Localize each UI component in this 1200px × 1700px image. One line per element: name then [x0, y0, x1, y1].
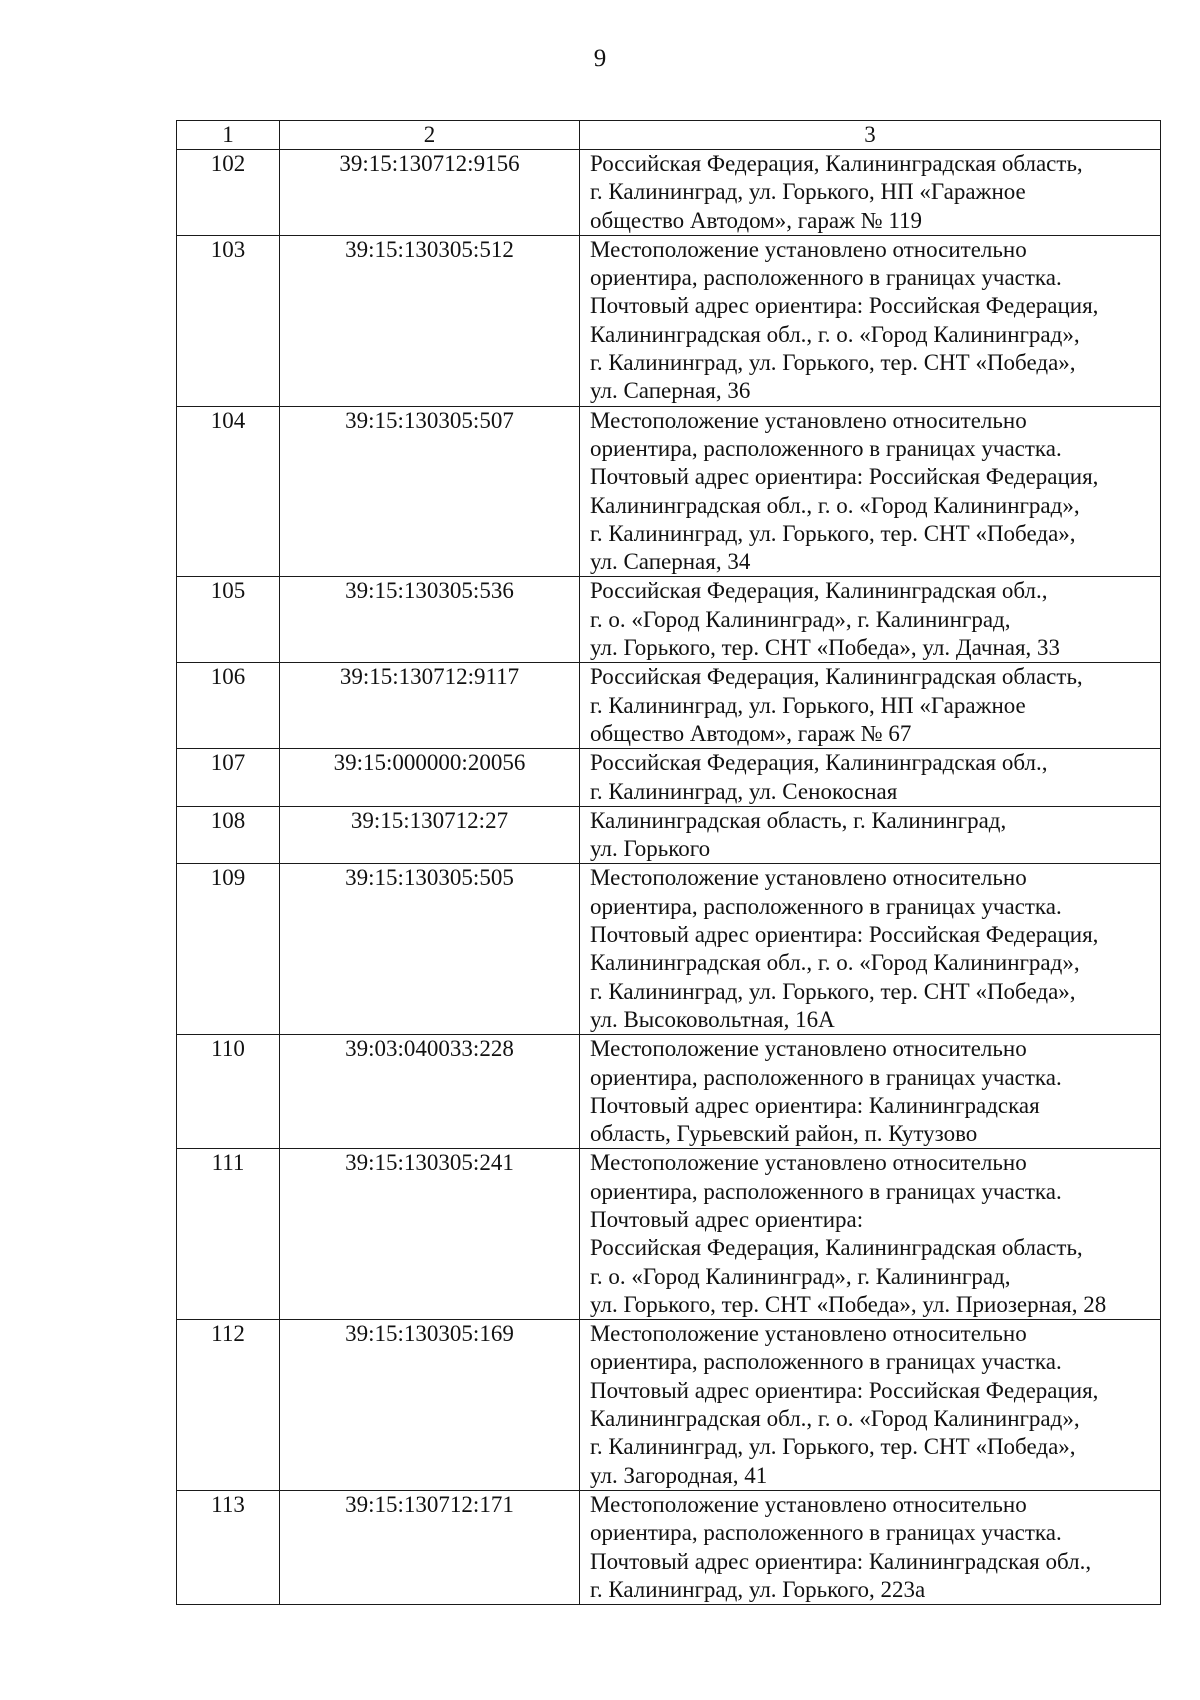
cadastral-number-cell: 39:15:130712:9156 — [280, 150, 580, 236]
address-line: Почтовый адрес ориентира: Калининградская обл., — [590, 1548, 1092, 1574]
row-number-cell: 105 — [177, 577, 280, 663]
address-line: ориентира, расположенного в границах участка. — [590, 893, 1062, 919]
address-cell — [580, 806, 1161, 864]
address-line: Калининградская обл., г. о. «Город Калининград», — [590, 950, 1080, 976]
column-header-3: 3 — [580, 121, 1161, 150]
cadastral-number-cell: 39:15:130305:536 — [280, 577, 580, 663]
address-line: Российская Федерация, Калининградская обл., — [590, 750, 1048, 776]
address-line: Почтовый адрес ориентира: Калининградская — [590, 1092, 1040, 1118]
cadastral-number-cell: 39:15:130305:512 — [280, 235, 580, 406]
row-number-cell: 103 — [177, 235, 280, 406]
cadastral-number-cell: 39:15:130305:505 — [280, 864, 580, 1035]
address-line: Российская Федерация, Калининградская обл., — [590, 578, 1048, 604]
address-line: Калининградская обл., г. о. «Город Калининград», — [590, 1406, 1080, 1432]
address-cell — [580, 1490, 1161, 1604]
address-line: ул. Саперная, 34 — [590, 549, 751, 575]
address-cell — [580, 663, 1161, 749]
cadastral-number-cell: 39:03:040033:228 — [280, 1035, 580, 1149]
address-line: общество Автодом», гараж № 119 — [590, 207, 923, 233]
address-line: г. о. «Город Калининград», г. Калининград, — [590, 1263, 1011, 1289]
row-number-cell: 107 — [177, 749, 280, 807]
address-line: Местоположение установлено относительно — [590, 1491, 1027, 1517]
address-line: г. Калининград, ул. Горького, 223а — [590, 1576, 926, 1602]
row-number-cell: 106 — [177, 663, 280, 749]
address-cell — [580, 749, 1161, 807]
address-line: г. о. «Город Калининград», г. Калининград, — [590, 606, 1011, 632]
address-line: Калининградская обл., г. о. «Город Калининград», — [590, 321, 1080, 347]
table-row — [177, 1490, 1161, 1604]
address-line: Местоположение установлено относительно — [590, 865, 1027, 891]
table-row — [177, 150, 1161, 236]
address-line: ориентира, расположенного в границах участка. — [590, 435, 1062, 461]
cadastral-number-cell: 39:15:130305:241 — [280, 1149, 580, 1320]
row-number-cell: 104 — [177, 406, 280, 577]
address-cell — [580, 406, 1161, 577]
table-row — [177, 1149, 1161, 1320]
address-line: г. Калининград, ул. Горького, тер. СНТ «Победа», — [590, 350, 1076, 376]
address-line: общество Автодом», гараж № 67 — [590, 720, 912, 746]
address-cell — [580, 1320, 1161, 1491]
table-row — [177, 1035, 1161, 1149]
table-row — [177, 663, 1161, 749]
cadastral-number-cell: 39:15:130712:171 — [280, 1490, 580, 1604]
address-line: Российская Федерация, Калининградская область, — [590, 151, 1083, 176]
address-line: Местоположение установлено относительно — [590, 407, 1027, 433]
table-row — [177, 806, 1161, 864]
address-line: Местоположение установлено относительно — [590, 236, 1027, 262]
address-line: ул. Горького, тер. СНТ «Победа», ул. Дачная, 33 — [590, 635, 1061, 661]
address-line: Почтовый адрес ориентира: Российская Федерация, — [590, 1377, 1099, 1403]
cadastral-number-cell: 39:15:000000:20056 — [280, 749, 580, 807]
address-line: ориентира, расположенного в границах участка. — [590, 1178, 1062, 1204]
address-cell — [580, 1035, 1161, 1149]
address-line: Почтовый адрес ориентира: Российская Федерация, — [590, 922, 1099, 948]
address-cell — [580, 577, 1161, 663]
address-line: ул. Саперная, 36 — [590, 378, 751, 404]
header-row — [177, 121, 1161, 150]
table-row — [177, 1320, 1161, 1491]
row-number-cell: 111 — [177, 1149, 280, 1320]
cadastral-number-cell: 39:15:130712:27 — [280, 806, 580, 864]
table-body — [177, 150, 1161, 1605]
page-number: 9 — [593, 45, 607, 72]
row-number-cell: 112 — [177, 1320, 280, 1491]
row-number-cell: 108 — [177, 806, 280, 864]
address-line: г. Калининград, ул. Горького, тер. СНТ «Победа», — [590, 1434, 1076, 1460]
address-line: ориентира, расположенного в границах участка. — [590, 1064, 1062, 1090]
address-line: Российская Федерация, Калининградская область, — [590, 1235, 1083, 1261]
cadastral-number-cell: 39:15:130305:169 — [280, 1320, 580, 1491]
address-line: Местоположение установлено относительно — [590, 1036, 1027, 1062]
table-row — [177, 864, 1161, 1035]
row-number-cell: 109 — [177, 864, 280, 1035]
address-line: Почтовый адрес ориентира: — [590, 1206, 864, 1232]
address-cell — [580, 1149, 1161, 1320]
address-line: область, Гурьевский район, п. Кутузово — [590, 1121, 978, 1147]
address-cell — [580, 864, 1161, 1035]
address-line: Российская Федерация, Калининградская область, — [590, 664, 1083, 690]
address-line: ул. Загородная, 41 — [590, 1462, 768, 1488]
table-row — [177, 749, 1161, 807]
address-line: г. Калининград, ул. Горького, НП «Гаражное — [590, 692, 1026, 718]
address-line: Калининградская область, г. Калининград, — [590, 807, 1007, 833]
address-line: Почтовый адрес ориентира: Российская Федерация, — [590, 293, 1099, 319]
address-line: ул. Горького, тер. СНТ «Победа», ул. Приозерная, 28 — [590, 1291, 1107, 1317]
address-cell — [580, 235, 1161, 406]
row-number-cell: 102 — [177, 150, 280, 236]
column-header-2: 2 — [280, 121, 580, 150]
address-line: ориентира, расположенного в границах участка. — [590, 265, 1062, 291]
address-cell — [580, 150, 1161, 236]
cadastral-number-cell: 39:15:130712:9117 — [280, 663, 580, 749]
table-row — [177, 235, 1161, 406]
address-line: Местоположение установлено относительно — [590, 1150, 1027, 1176]
address-line: Почтовый адрес ориентира: Российская Федерация, — [590, 464, 1099, 490]
table-row — [177, 577, 1161, 663]
address-line: Калининградская обл., г. о. «Город Калининград», — [590, 492, 1080, 518]
address-line: Местоположение установлено относительно — [590, 1321, 1027, 1347]
address-line: г. Калининград, ул. Горького, тер. СНТ «Победа», — [590, 520, 1076, 546]
table-row — [177, 406, 1161, 577]
address-line: ориентира, расположенного в границах участка. — [590, 1349, 1062, 1375]
address-line: г. Калининград, ул. Горького, тер. СНТ «Победа», — [590, 978, 1076, 1004]
address-line: ул. Высоковольтная, 16А — [590, 1006, 835, 1032]
row-number-cell: 110 — [177, 1035, 280, 1149]
column-header-1: 1 — [177, 121, 280, 150]
row-number-cell: 113 — [177, 1490, 280, 1604]
land-plot-registry-table — [176, 120, 1161, 1605]
address-line: г. Калининград, ул. Горького, НП «Гаражное — [590, 179, 1026, 205]
cadastral-number-cell: 39:15:130305:507 — [280, 406, 580, 577]
address-line: ул. Горького — [590, 836, 711, 862]
address-line: ориентира, расположенного в границах участка. — [590, 1520, 1062, 1546]
address-line: г. Калининград, ул. Сенокосная — [590, 778, 898, 804]
